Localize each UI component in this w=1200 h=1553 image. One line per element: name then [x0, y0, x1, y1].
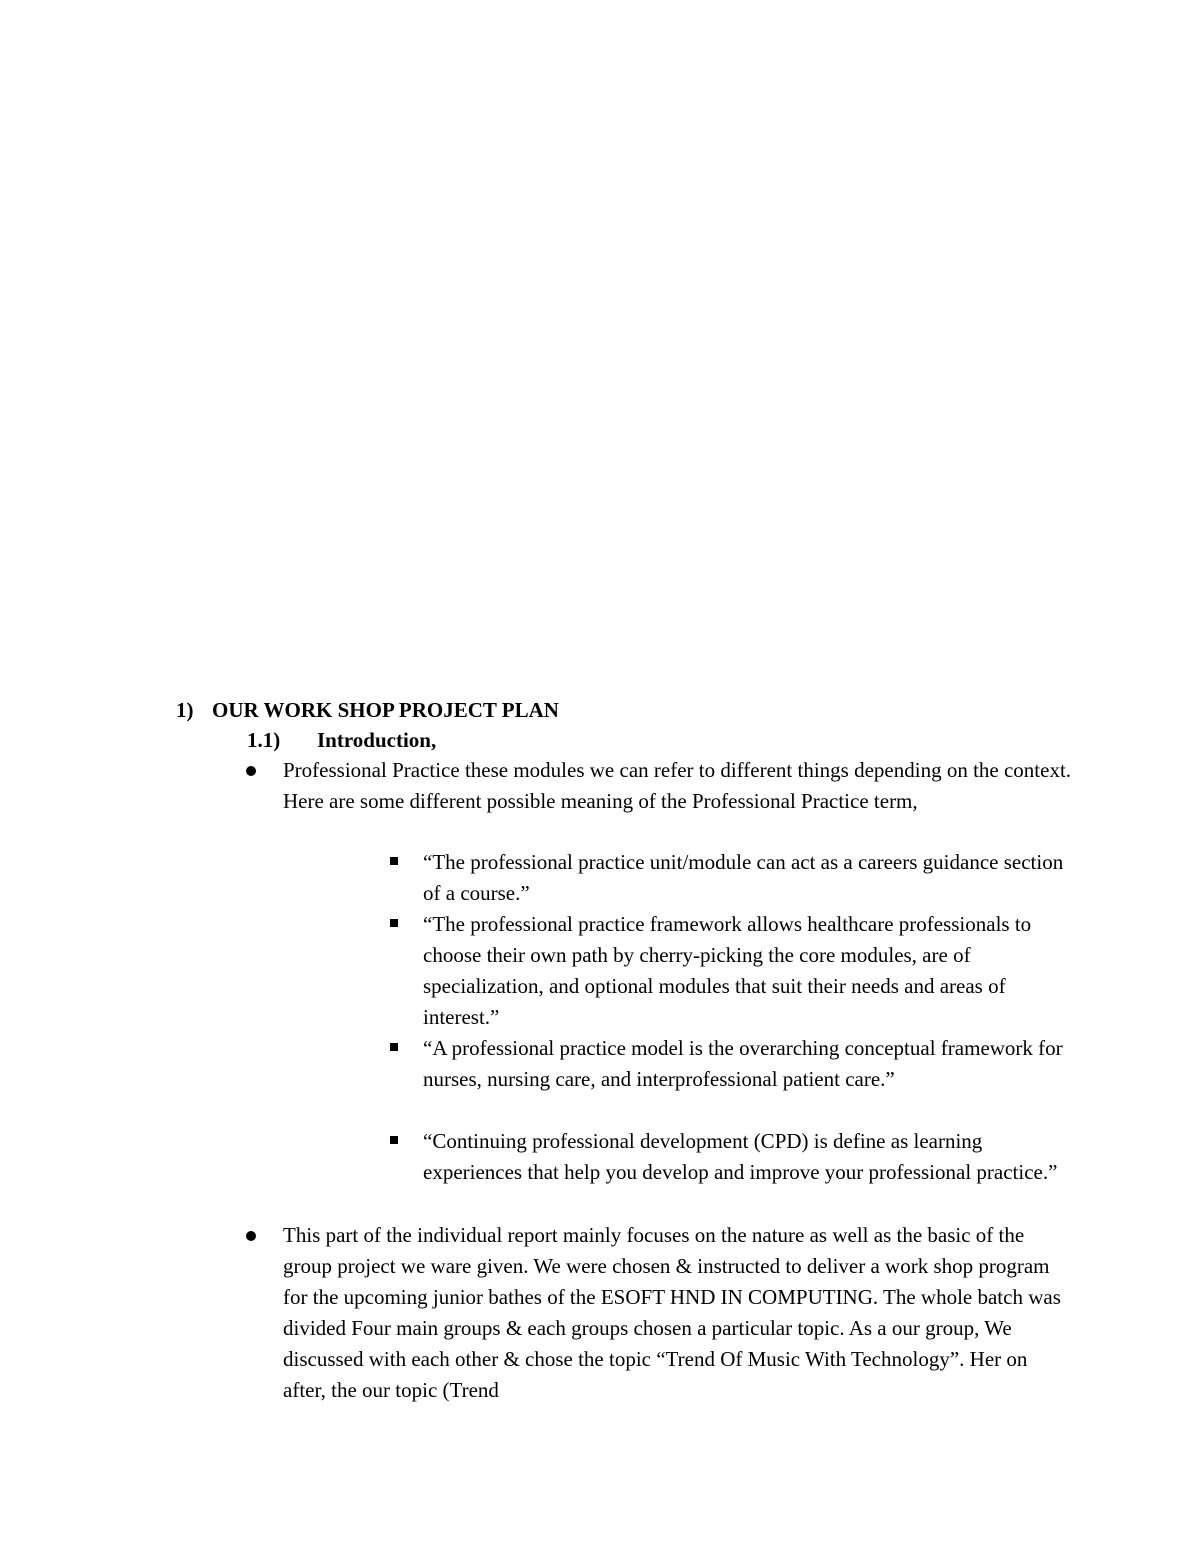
- quote-item: “The professional practice unit/module can act as a careers guidance section of a course.”: [423, 850, 1064, 905]
- square-bullet-icon: [390, 1136, 398, 1144]
- section-heading: [176, 698, 559, 723]
- bullet-dot-icon: [246, 1231, 256, 1241]
- quote-item: “Continuing professional development (CPD) is define as learning experiences that help you develop and improve your professional practice.”: [423, 1129, 1058, 1184]
- subsection-number: 1.1): [247, 728, 281, 752]
- section-number: 1): [176, 698, 194, 722]
- quote-item: “The professional practice framework allows healthcare professionals to choose their own path by cherry-picking the core modules, are of specialization, and optional modules that suit their needs and areas of interest.”: [423, 912, 1032, 1029]
- quote-item: “A professional practice model is the overarching conceptual framework for nurses, nursing care, and interprofessional patient care.”: [423, 1036, 1063, 1091]
- square-bullet-icon: [390, 919, 398, 927]
- section-title: OUR WORK SHOP PROJECT PLAN: [212, 698, 559, 722]
- bullet-paragraph: Professional Practice these modules we can refer to different things depending on the context. Here are some different possible meaning of the Professional Practice term,: [283, 758, 1072, 813]
- bullet-paragraph: This part of the individual report mainly focuses on the nature as well as the basic of the group project we ware given. We were chosen & instructed to deliver a work shop program for the upcoming junior bathes of the ESOFT HND IN COMPUTING. The whole batch was divided Four main groups & each groups chosen a particular topic. As a our group, We discussed with each other & chose the topic “Trend Of Music With Technology”. Her on after, the our topic (Trend: [283, 1223, 1061, 1402]
- square-bullet-icon: [390, 857, 398, 865]
- square-bullet-icon: [390, 1043, 398, 1051]
- subsection-title: Introduction,: [317, 728, 437, 752]
- subsection-heading: [247, 728, 436, 753]
- bullet-dot-icon: [246, 766, 256, 776]
